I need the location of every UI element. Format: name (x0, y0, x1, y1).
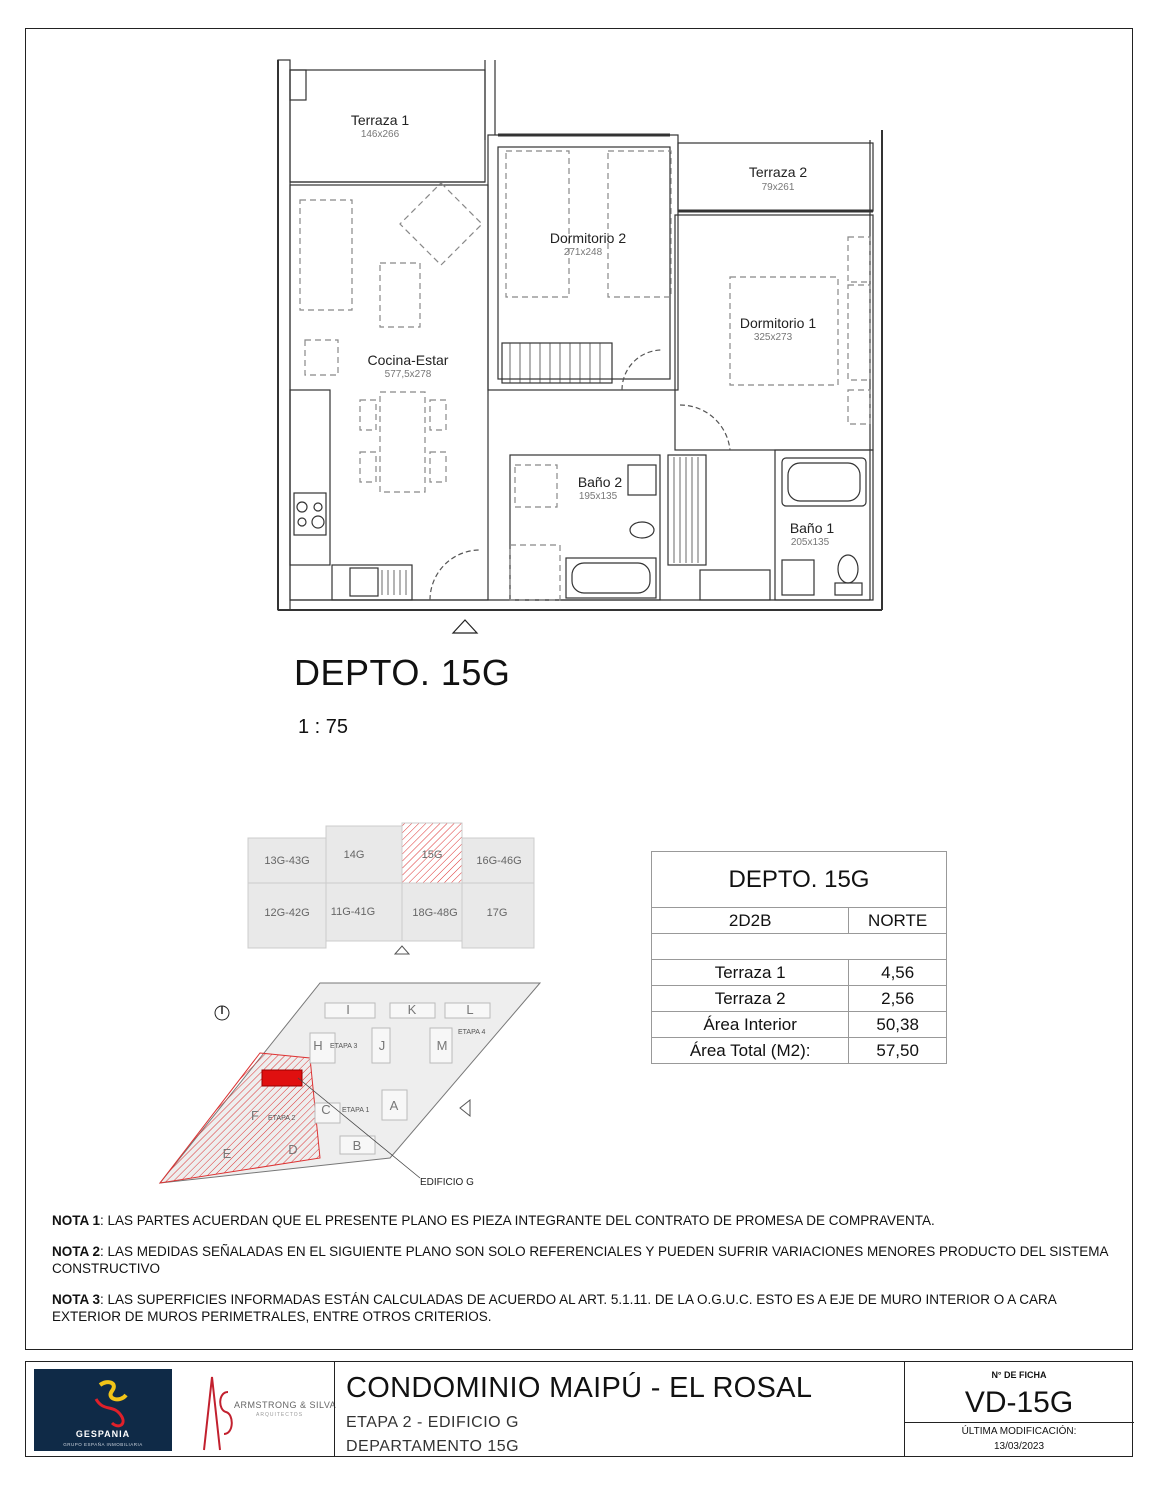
area-summary-table (651, 851, 947, 1064)
room-dim-dormitorio-1: 325x273 (753, 332, 793, 343)
site-building-b: B (352, 1138, 362, 1153)
note-2-label: NOTA 2 (52, 1244, 101, 1259)
summary-orientation: NORTE (849, 908, 947, 934)
site-stage-1: ETAPA 1 (342, 1107, 370, 1114)
ficha-number: VD-15G (964, 1386, 1074, 1419)
notes-section (52, 1212, 1112, 1339)
room-name-cocina-estar: Cocina-Estar (367, 352, 449, 368)
room-dim-bano-1: 205x135 (790, 537, 830, 548)
last-modified-label: ÚLTIMA MODIFICACIÓN: (961, 1426, 1077, 1437)
room-name-terraza-2: Terraza 2 (748, 164, 808, 180)
room-dim-terraza-1: 146x266 (360, 129, 400, 140)
gespania-logo-text: GESPANIA (75, 1429, 131, 1439)
north-arrow-icon (215, 1006, 229, 1020)
site-stage-3: ETAPA 3 (330, 1043, 358, 1050)
key-unit-13g-43g: 13G-43G (264, 855, 310, 867)
room-dim-bano-2: 195x135 (578, 491, 618, 502)
note-3 (52, 1291, 1112, 1325)
site-building-m: M (436, 1038, 448, 1053)
note-3-text: : LAS SUPERFICIES INFORMADAS ESTÁN CALCULADAS DE ACUERDO AL ART. 5.1.11. DE LA O.G.U.C. ESTO ES A EJE DE MURO INTERIOR O A CARA EXTERIOR DE MUROS PERIMETRALES, ENTRE OTROS CRITERIOS. (52, 1292, 1057, 1324)
site-building-l: L (466, 1002, 474, 1017)
room-name-dormitorio-1: Dormitorio 1 (739, 315, 817, 331)
site-building-j: J (378, 1038, 386, 1053)
key-plan (240, 818, 540, 958)
armstrong-silva-logo (196, 1372, 336, 1452)
entrance-marker-icon (453, 620, 477, 633)
armstrong-silva-logo-subtext: ARQUITECTOS (256, 1412, 304, 1418)
summary-row-label: Área Interior (652, 1012, 849, 1038)
room-name-bano-2: Baño 2 (577, 474, 623, 490)
key-unit-14g: 14G (343, 849, 365, 861)
site-stage-2: ETAPA 2 (268, 1115, 296, 1122)
last-modified-date: 13/03/2023 (993, 1441, 1045, 1452)
note-2 (52, 1243, 1112, 1277)
room-dim-cocina-estar: 577,5x278 (384, 369, 432, 380)
armstrong-silva-logo-text: ARMSTRONG & SILVA (234, 1400, 337, 1410)
unit-title: DEPTO. 15G (294, 652, 511, 693)
gespania-logo-subtext: GRUPO ESPAÑA INMOBILIARIA (63, 1442, 143, 1447)
site-building-e: E (222, 1146, 232, 1161)
summary-row-label: Terraza 1 (652, 960, 849, 986)
project-unit: DEPARTAMENTO 15G (346, 1438, 520, 1455)
note-2-text: : LAS MEDIDAS SEÑALADAS EN EL SIGUIENTE PLANO SON SOLO REFERENCIALES Y PUEDEN SUFRIR VARIACIONES MENORES PRODUCTO DEL SISTEMA CONSTRUCTIVO (52, 1244, 1108, 1276)
summary-row-value: 2,56 (849, 986, 947, 1012)
summary-row-label: Terraza 2 (652, 986, 849, 1012)
room-name-dormitorio-2: Dormitorio 2 (549, 230, 627, 246)
site-callout: EDIFICIO G (420, 1177, 474, 1188)
site-building-c: C (321, 1102, 331, 1117)
project-title: CONDOMINIO MAIPÚ - EL ROSAL (346, 1372, 813, 1404)
summary-row-value: 50,38 (849, 1012, 947, 1038)
room-dim-terraza-2: 79x261 (761, 182, 795, 193)
site-plan (150, 978, 550, 1193)
key-unit-15g: 15G (421, 849, 443, 861)
summary-row-label: Área Total (M2): (652, 1038, 849, 1064)
site-stage-4: ETAPA 4 (458, 1029, 486, 1036)
note-3-label: NOTA 3 (52, 1292, 101, 1307)
note-1-label: NOTA 1 (52, 1213, 101, 1228)
site-building-h: H (313, 1038, 323, 1053)
site-building-a: A (389, 1098, 399, 1113)
key-unit-11g-41g: 11G-41G (330, 906, 376, 918)
room-dim-dormitorio-2: 271x248 (563, 247, 603, 258)
site-building-i: I (346, 1002, 350, 1017)
room-name-bano-1: Baño 1 (789, 520, 835, 536)
site-building-f: F (251, 1108, 259, 1123)
key-unit-16g-46g: 16G-46G (476, 855, 522, 867)
key-unit-17g: 17G (486, 907, 508, 919)
ficha-label: N° DE FICHA (991, 1370, 1047, 1380)
key-unit-18g-48g: 18G-48G (412, 907, 458, 919)
summary-title: DEPTO. 15G (652, 852, 947, 908)
summary-row-value: 57,50 (849, 1038, 947, 1064)
note-1 (52, 1212, 1112, 1229)
key-unit-12g-42g: 12G-42G (264, 907, 310, 919)
scale-label: 1 : 75 (298, 716, 349, 738)
gespania-logo (34, 1369, 172, 1451)
summary-type: 2D2B (652, 908, 849, 934)
project-stage: ETAPA 2 - EDIFICIO G (346, 1414, 519, 1431)
site-building-d: D (288, 1142, 298, 1157)
note-1-text: : LAS PARTES ACUERDAN QUE EL PRESENTE PLANO ES PIEZA INTEGRANTE DEL CONTRATO DE PROMESA DE COMPRAVENTA. (100, 1213, 935, 1228)
summary-row-value: 4,56 (849, 960, 947, 986)
summary-spacer (652, 934, 947, 960)
room-name-terraza-1: Terraza 1 (350, 112, 410, 128)
title-block (25, 1361, 1133, 1457)
site-building-k: K (407, 1002, 417, 1017)
floor-plan (270, 55, 890, 635)
